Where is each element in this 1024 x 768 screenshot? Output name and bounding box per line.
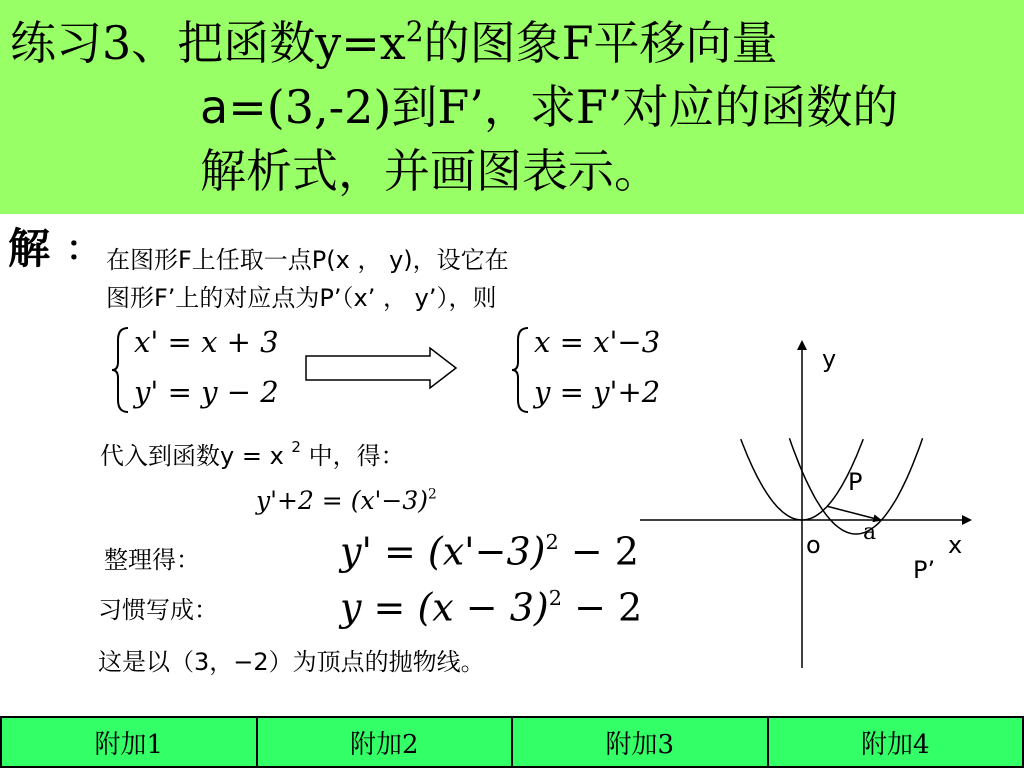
system1-equation-1: x' = x + 3 [134, 325, 279, 359]
extra-button-3[interactable]: 附加3 [512, 717, 768, 767]
parabola-original [741, 439, 863, 520]
step1-text-line-2: 图形F’上的对应点为P’（x’ ， y’），则 [106, 284, 497, 312]
substituted-equation: $y'+2 = (x'-3)^2$ [256, 486, 437, 515]
extra-button-2[interactable]: 附加2 [257, 717, 513, 767]
implies-arrow [300, 346, 460, 390]
arranged-equation: $y' = (x'-3)^2 - 2$ [340, 529, 639, 574]
step5-conclusion: 这是以（3，−2）为顶点的抛物线。 [98, 648, 485, 676]
solution-label: 解 [8, 224, 51, 273]
system2-equation-2: y = y'+2 [534, 375, 661, 409]
extra-nav-bar [0, 716, 1024, 768]
problem-title-line-3: 解析式，并画图表示。 [200, 144, 660, 198]
title-banner [0, 0, 1024, 214]
final-equation: $y = (x - 3)^2 - 2$ [340, 585, 643, 630]
problem-title-line-2: a=(3,-2)到F’，求F’对应的函数的 [200, 80, 899, 134]
step3-label: 整理得： [104, 546, 200, 574]
system2-equation-1: x = x'−3 [534, 325, 661, 359]
vector-a-label: a [863, 520, 877, 545]
extra-button-4[interactable]: 附加4 [768, 717, 1024, 767]
step2-text: 代入到函数y = x $^2$ 中，得： [100, 438, 405, 470]
system1-brace [110, 326, 132, 414]
point-p-label: P [848, 468, 863, 496]
x-axis-label: x [948, 531, 963, 559]
translation-vector [827, 506, 881, 520]
y-axis-label: y [822, 345, 837, 373]
step4-label: 习惯写成： [98, 596, 218, 624]
solution-colon: ： [66, 229, 100, 269]
problem-title-line-1: 练习3、把函数$y=x^2$的图象F平移向量 [10, 15, 778, 70]
extra-button-1[interactable]: 附加1 [1, 717, 257, 767]
step1-text-line-1: 在图形F上任取一点P(x ， y)，设它在 [106, 246, 509, 274]
system1-equation-2: y' = y − 2 [134, 375, 279, 409]
origin-label: o [806, 531, 821, 559]
point-p-prime-label: P’ [913, 556, 936, 584]
system2-brace [510, 326, 532, 414]
